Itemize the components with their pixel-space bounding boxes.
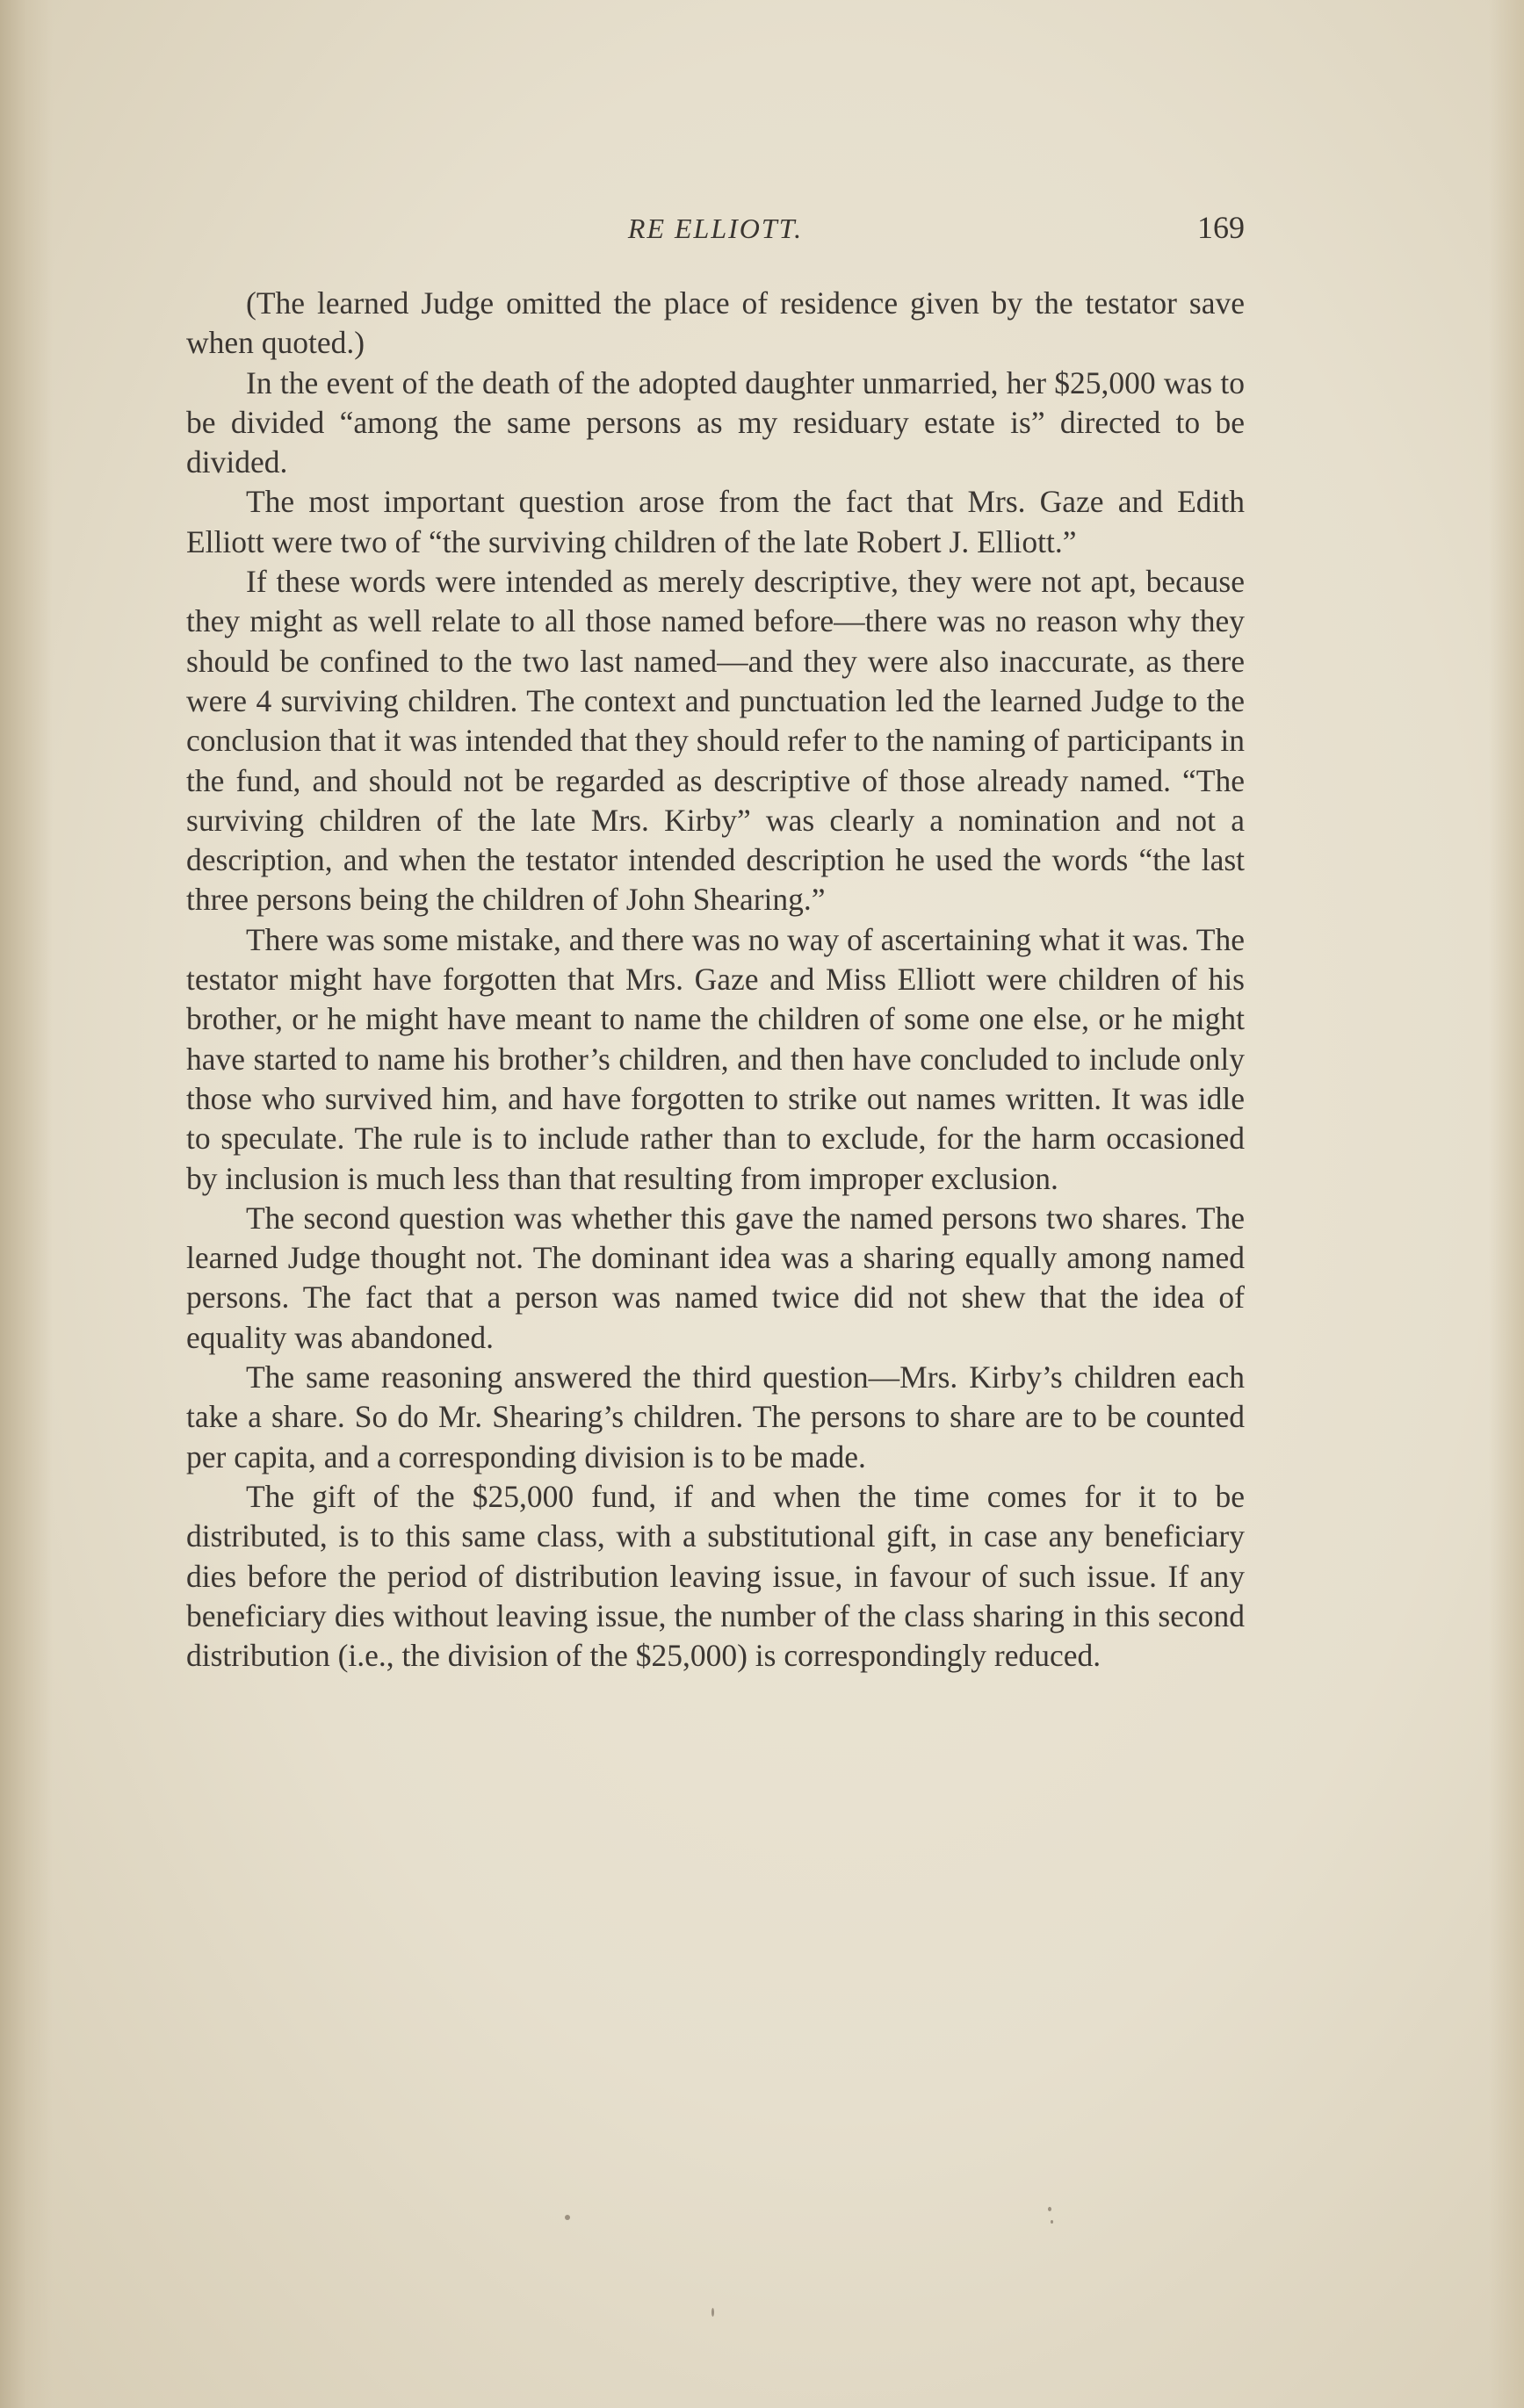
running-title: RE ELLIOTT. bbox=[627, 213, 804, 244]
paragraph: The second question was whether this gave the named persons two shares. The learned Judge thought not. The dominant idea was a sharing equally among named persons. The fact that a person was named twice did not shew that the idea of equality was abandoned. bbox=[186, 1200, 1245, 1355]
paragraph: If these words were intended as merely descriptive, they were not apt, because they might as well relate to all those named before—there was no reason why they should be confined to the two last named—and they were also inaccurate, as there were 4 surviving children. The context and punctuation led the learned Judge to the conclusion that it was intended that they should refer to the naming of participants in the fund, and should not be regarded as descriptive of those already named. “The surviving children of the late Mrs. Kirby” was clearly a nomination and not a description, and when the testator intended description he used the words “the last three persons being the children of John Shearing.” bbox=[186, 564, 1245, 918]
paper-speck bbox=[711, 2308, 714, 2317]
page-header bbox=[186, 204, 1245, 256]
paragraph: In the event of the death of the adopted daughter unmarried, her $25,000 was to be divided “among the same persons as my residuary estate is” directed to be divided. bbox=[186, 364, 1245, 480]
paper-speck bbox=[1051, 2220, 1053, 2224]
page-gutter-shadow bbox=[0, 0, 53, 2408]
body-text bbox=[186, 284, 1245, 1676]
paragraph: The most important question arose from the fact that Mrs. Gaze and Edith Elliott were two of “the surviving children of the late Robert J. Elliott.” bbox=[186, 484, 1245, 559]
page-edge-shadow bbox=[1489, 0, 1524, 2408]
paper-speck bbox=[565, 2215, 570, 2220]
paragraph: (The learned Judge omitted the place of residence given by the testator save when quoted.) bbox=[186, 285, 1245, 361]
paragraph: There was some mistake, and there was no way of ascertaining what it was. The testator might have forgotten that Mrs. Gaze and Miss Elliott were children of his brother, or he might have meant to name the children of some one else, or he might have started to name his brother’s children, and then have concluded to include only those who survived him, and have forgotten to strike out names written. It was idle to speculate. The rule is to include rather than to exclude, for the harm occasioned by inclusion is much less than that resulting from improper exclusion. bbox=[186, 921, 1245, 1196]
page-number: 169 bbox=[1197, 210, 1245, 245]
paragraph: The same reasoning answered the third question—Mrs. Kirby’s children each take a share. So do Mr. Shearing’s children. The persons to share are to be counted per capita, and a corresponding division is to be made. bbox=[186, 1359, 1245, 1474]
paper-speck bbox=[1048, 2207, 1051, 2211]
paragraph: The gift of the $25,000 fund, if and when the time comes for it to be distributed, is to this same class, with a substitutional gift, in case any beneficiary dies before the period of distribution leaving issue, in favour of such issue. If any beneficiary dies without leaving issue, the number of the class sharing in this second distribution (i.e., the division of the $25,000) is correspondingly reduced. bbox=[186, 1478, 1245, 1674]
